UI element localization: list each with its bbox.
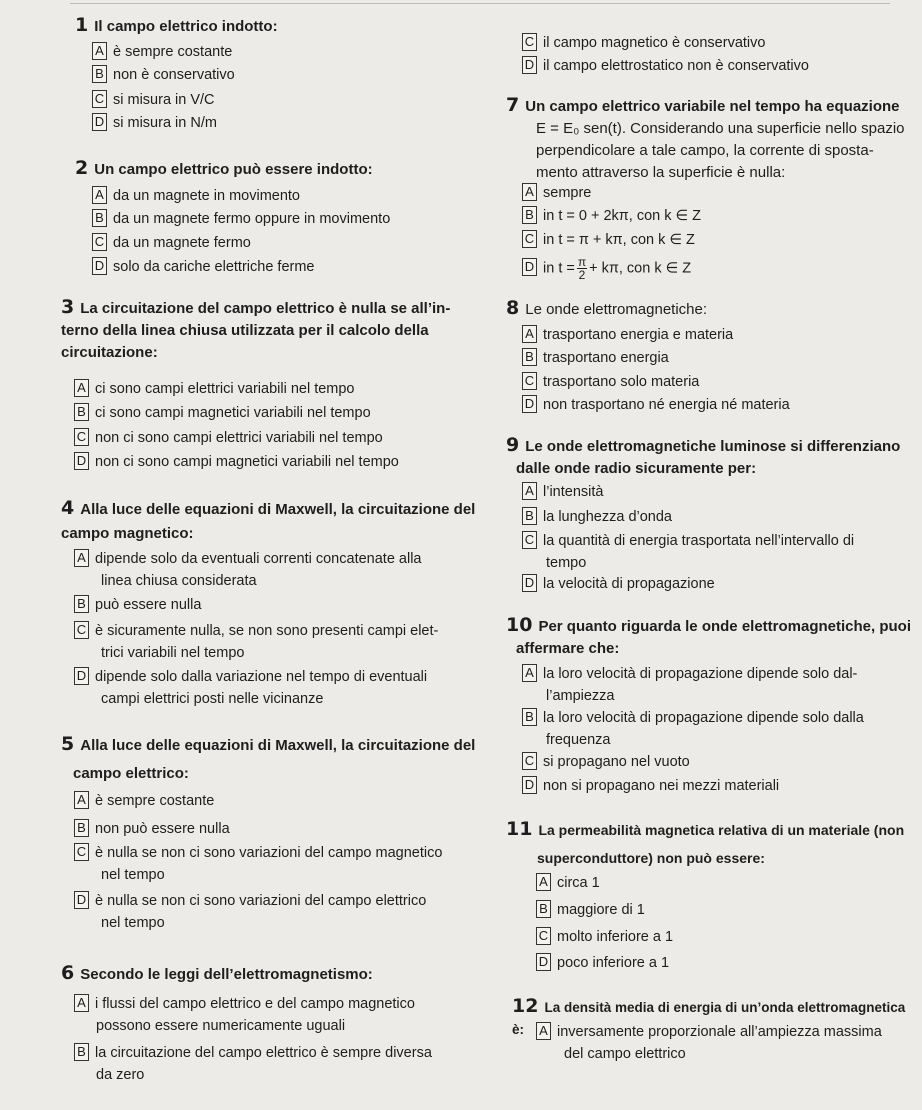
option-text-line: dipende solo da eventuali correnti concatenate alla <box>95 551 422 567</box>
option-text: solo da cariche elettriche ferme <box>113 259 315 275</box>
option-text-pre: in t = <box>543 260 575 277</box>
option-letter-box: D <box>522 574 537 592</box>
option-letter-box: B <box>522 348 537 366</box>
option-text-line: la lunghezza d’onda <box>543 509 672 525</box>
question-text-line: affermare che: <box>516 640 620 657</box>
question-text: Secondo le leggi dell’elettromagnetismo: <box>80 966 373 983</box>
option-text-line: è nulla se non ci sono variazioni del campo magnetico <box>95 845 443 861</box>
option-1a[interactable] <box>92 41 232 63</box>
question-text-line: dalle onde radio sicuramente per: <box>516 460 757 477</box>
option-text-line: frequenza <box>546 732 611 748</box>
question-number: 12 <box>512 995 539 1017</box>
option-letter-box: C <box>92 233 107 251</box>
option-4c[interactable] <box>74 620 494 664</box>
option-7d[interactable] <box>522 256 691 281</box>
option-letter-box: A <box>92 42 107 60</box>
option-11a[interactable] <box>536 872 600 894</box>
option-letter-box: A <box>536 1022 551 1040</box>
question-text-line: circuitazione: <box>61 344 158 361</box>
question-text-line: Alla luce delle equazioni di Maxwell, la circuitazione del <box>80 737 476 754</box>
option-text-line: la circuitazione del campo elettrico è sempre diversa <box>95 1045 432 1061</box>
option-letter-box: D <box>74 667 89 685</box>
option-2d[interactable] <box>92 256 315 278</box>
option-letter-box: D <box>522 56 537 74</box>
option-letter-box: A <box>536 873 551 891</box>
option-text: maggiore di 1 <box>557 902 645 918</box>
option-letter-box: C <box>536 927 551 945</box>
option-text-line: la velocità di propagazione <box>543 576 715 592</box>
option-9c[interactable] <box>522 530 917 574</box>
question-text-line: terno della linea chiusa utilizzata per il calcolo della <box>61 322 429 339</box>
question-text-line: La circuitazione del campo elettrico è nulla se all’in- <box>80 300 451 317</box>
option-letter-box: D <box>522 395 537 413</box>
option-letter-box: B <box>522 507 537 525</box>
question-3 <box>61 296 501 364</box>
option-text-line: i flussi del campo elettrico e del campo magnetico <box>95 996 415 1012</box>
option-text-line: è nulla se non ci sono variazioni del campo elettrico <box>95 893 427 909</box>
option-text: ci sono campi magnetici variabili nel tempo <box>95 405 371 421</box>
option-6c[interactable] <box>522 32 765 54</box>
option-letter-box: A <box>522 482 537 500</box>
option-2c[interactable] <box>92 232 251 254</box>
question-number: 1 <box>75 14 89 36</box>
question-number: 5 <box>61 733 75 755</box>
fraction <box>577 256 587 281</box>
option-text-line: nel tempo <box>101 915 165 931</box>
option-text: da un magnete in movimento <box>113 188 300 204</box>
option-letter-box: B <box>536 900 551 918</box>
option-text-line: la loro velocità di propagazione dipende solo dal- <box>543 666 858 682</box>
option-letter-box: D <box>92 113 107 131</box>
option-text: sempre <box>543 185 592 201</box>
option-text: da un magnete fermo <box>113 235 251 251</box>
option-text-post: + kπ, con k ∈ Z <box>589 260 692 277</box>
option-text: il campo elettrostatico non è conservativo <box>543 58 809 74</box>
option-10a[interactable] <box>522 663 917 707</box>
question-number: 6 <box>61 962 75 984</box>
question-number: 8 <box>506 297 520 319</box>
option-letter-box: B <box>92 65 107 83</box>
question-number: 10 <box>506 614 533 636</box>
fraction-denominator: 2 <box>578 268 586 282</box>
option-text-line: inversamente proporzionale all’ampiezza massima <box>557 1024 882 1040</box>
option-letter-box: D <box>522 776 537 794</box>
option-10c[interactable] <box>522 751 690 773</box>
question-1 <box>75 14 278 38</box>
option-7a[interactable] <box>522 182 591 204</box>
option-letter-box: D <box>522 258 537 276</box>
option-7b[interactable] <box>522 205 701 227</box>
option-text-line: trici variabili nel tempo <box>101 645 245 661</box>
option-text: da un magnete fermo oppure in movimento <box>113 211 391 227</box>
option-letter-box: C <box>522 531 537 549</box>
question-10 <box>506 614 916 660</box>
question-6 <box>61 962 373 986</box>
option-letter-box: A <box>522 183 537 201</box>
option-text: non ci sono campi elettrici variabili nel tempo <box>95 430 383 446</box>
option-text-line: non si propagano nei mezzi materiali <box>543 778 780 794</box>
option-text: ci sono campi elettrici variabili nel tempo <box>95 381 355 397</box>
option-text-line: tempo <box>546 555 587 571</box>
option-3b[interactable] <box>74 402 371 424</box>
option-letter-box: B <box>74 403 89 421</box>
question-text-line: campo magnetico: <box>61 525 194 542</box>
option-text-line: la quantità di energia trasportata nell’intervallo di <box>543 533 855 549</box>
option-letter-box: B <box>74 595 89 613</box>
fraction-numerator: π <box>577 255 587 269</box>
option-10d[interactable] <box>522 775 779 797</box>
option-text: non ci sono campi magnetici variabili nel tempo <box>95 454 399 470</box>
top-rule <box>70 3 890 4</box>
option-letter-box: C <box>74 621 89 639</box>
option-text: circa 1 <box>557 875 600 891</box>
option-12a[interactable] <box>536 1021 916 1065</box>
option-2b[interactable] <box>92 208 390 230</box>
option-text-line: è sicuramente nulla, se non sono presenti campi elet- <box>95 623 439 639</box>
option-text: trasportano energia <box>543 350 669 366</box>
option-text: è sempre costante <box>113 44 233 60</box>
option-4b[interactable] <box>74 594 201 616</box>
question-text: Le onde elettromagnetiche: <box>525 301 708 318</box>
option-7c[interactable] <box>522 229 695 251</box>
option-text: molto inferiore a 1 <box>557 929 674 945</box>
question-5 <box>61 733 501 785</box>
question-text: La densità media di energia di un’onda elettromagnetica è: <box>512 1000 906 1037</box>
option-text-line: può essere nulla <box>95 597 202 613</box>
option-letter-box: B <box>92 209 107 227</box>
option-8a[interactable] <box>522 324 733 346</box>
question-number: 4 <box>61 497 75 519</box>
option-5c[interactable] <box>74 842 504 886</box>
question-text-line: perpendicolare a tale campo, la corrente di sposta- <box>536 142 874 159</box>
question-text: Un campo elettrico può essere indotto: <box>94 161 373 178</box>
option-text: non trasportano né energia né materia <box>543 397 790 413</box>
option-10b[interactable] <box>522 707 917 751</box>
option-text-line: la loro velocità di propagazione dipende solo dalla <box>543 710 864 726</box>
option-text-line: del campo elettrico <box>564 1046 686 1062</box>
option-letter-box: C <box>522 752 537 770</box>
option-letter-box: B <box>522 206 537 224</box>
option-letter-box: D <box>92 257 107 275</box>
option-3a[interactable] <box>74 378 355 400</box>
option-6a[interactable] <box>74 993 504 1037</box>
option-3d[interactable] <box>74 451 399 473</box>
option-text-line: da zero <box>96 1067 145 1083</box>
option-text: poco inferiore a 1 <box>557 955 670 971</box>
question-text-line: Un campo elettrico variabile nel tempo ha equazione <box>525 98 900 115</box>
option-letter-box: D <box>536 953 551 971</box>
option-text-line: dipende solo dalla variazione nel tempo di eventuali <box>95 669 428 685</box>
option-letter-box: C <box>74 428 89 446</box>
option-11c[interactable] <box>536 926 673 948</box>
question-text-line: mento attraverso la superficie è nulla: <box>536 164 786 181</box>
option-text: si misura in N/m <box>113 115 217 131</box>
option-letter-box: A <box>92 186 107 204</box>
question-text-line: campo elettrico: <box>73 765 189 782</box>
question-9 <box>506 434 916 480</box>
option-2a[interactable] <box>92 185 300 207</box>
option-3c[interactable] <box>74 427 383 449</box>
option-1b[interactable] <box>92 64 235 86</box>
option-text-line: possono essere numericamente uguali <box>96 1018 346 1034</box>
option-text: trasportano energia e materia <box>543 327 734 343</box>
question-number: 9 <box>506 434 520 456</box>
question-8 <box>506 297 707 321</box>
option-1c[interactable] <box>92 89 215 111</box>
option-text: in t = 0 + 2kπ, con k ∈ Z <box>543 208 702 224</box>
option-text: il campo magnetico è conservativo <box>543 35 766 51</box>
question-number: 7 <box>506 94 520 116</box>
option-letter-box: A <box>74 379 89 397</box>
option-5d[interactable] <box>74 890 504 934</box>
question-text-line: E = E₀ sen(t). Considerando una superficie nello spazio <box>536 120 905 137</box>
option-letter-box: A <box>74 994 89 1012</box>
question-text-line: La permeabilità magnetica relativa di un materiale (non <box>538 822 905 838</box>
option-5a[interactable] <box>74 790 214 812</box>
option-9a[interactable] <box>522 481 603 503</box>
question-text-line: Alla luce delle equazioni di Maxwell, la circuitazione del <box>80 501 476 518</box>
option-text: in t = π + kπ, con k ∈ Z <box>543 232 695 248</box>
option-letter-box: D <box>74 452 89 470</box>
option-letter-box: C <box>522 33 537 51</box>
option-text-line: si propagano nel vuoto <box>543 754 690 770</box>
option-4d[interactable] <box>74 666 494 710</box>
option-letter-box: C <box>92 90 107 108</box>
option-letter-box: B <box>74 819 89 837</box>
option-letter-box: C <box>74 843 89 861</box>
option-letter-box: A <box>74 791 89 809</box>
option-text-line: nel tempo <box>101 867 165 883</box>
option-8c[interactable] <box>522 371 699 393</box>
option-5b[interactable] <box>74 818 230 840</box>
option-text-line: campi elettrici posti nelle vicinanze <box>101 691 324 707</box>
question-number: 2 <box>75 157 89 179</box>
option-4a[interactable] <box>74 548 494 592</box>
question-11 <box>506 818 916 869</box>
question-4 <box>61 497 501 545</box>
question-number: 3 <box>61 296 75 318</box>
option-11d[interactable] <box>536 952 669 974</box>
option-letter-box: C <box>522 230 537 248</box>
option-8b[interactable] <box>522 347 669 369</box>
option-letter-box: A <box>74 549 89 567</box>
option-text: si misura in V/C <box>113 92 215 108</box>
option-11b[interactable] <box>536 899 645 921</box>
option-text-line: non può essere nulla <box>95 821 230 837</box>
option-letter-box: A <box>522 664 537 682</box>
option-letter-box: C <box>522 372 537 390</box>
question-7 <box>506 94 911 184</box>
option-letter-box: A <box>522 325 537 343</box>
option-6d[interactable] <box>522 55 809 77</box>
question-text-line: Per quanto riguarda le onde elettromagnetiche, puoi <box>538 618 912 635</box>
option-8d[interactable] <box>522 394 790 416</box>
option-text-line: l’ampiezza <box>546 688 615 704</box>
option-letter-box: B <box>74 1043 89 1061</box>
option-9d[interactable] <box>522 573 715 595</box>
option-text: non è conservativo <box>113 67 235 83</box>
option-letter-box: B <box>522 708 537 726</box>
option-text-line: linea chiusa considerata <box>101 573 257 589</box>
option-letter-box: D <box>74 891 89 909</box>
question-number: 11 <box>506 818 533 840</box>
question-text-line: superconduttore) non può essere: <box>537 850 765 866</box>
option-text-line: l’intensità <box>543 484 604 500</box>
question-text-line: Le onde elettromagnetiche luminose si differenziano <box>525 438 901 455</box>
option-text-line: è sempre costante <box>95 793 215 809</box>
option-1d[interactable] <box>92 112 217 134</box>
question-2 <box>75 157 373 181</box>
option-text: trasportano solo materia <box>543 374 700 390</box>
question-text: Il campo elettrico indotto: <box>94 18 278 35</box>
option-9b[interactable] <box>522 506 672 528</box>
option-6b[interactable] <box>74 1042 504 1086</box>
